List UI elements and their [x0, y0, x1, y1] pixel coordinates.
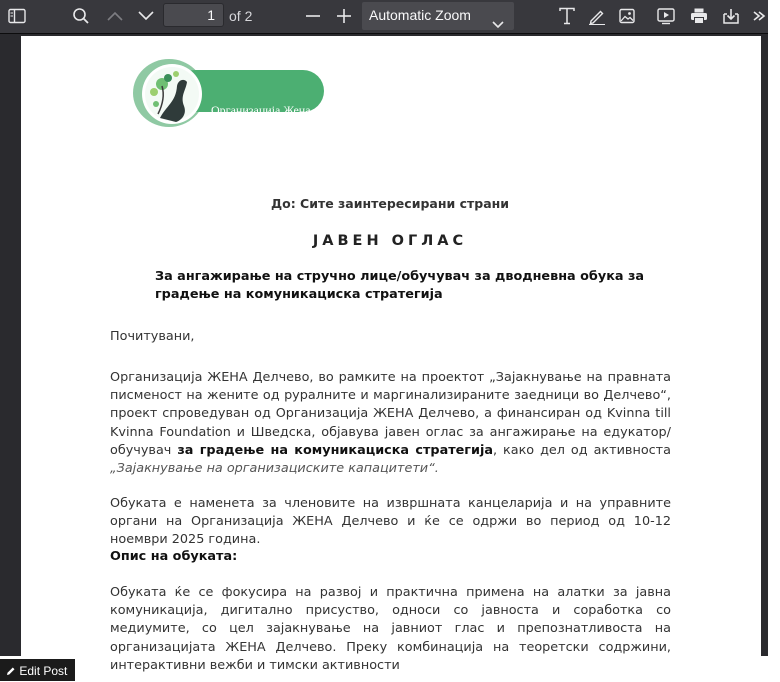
image-icon[interactable]: [614, 4, 640, 28]
page-count: of 2: [229, 8, 253, 24]
text-tool-icon[interactable]: [554, 4, 580, 28]
sidebar-toggle-icon[interactable]: [4, 4, 30, 28]
chevron-up-icon[interactable]: [102, 4, 128, 28]
recipient-line: До: Сите заинтересирани страни: [270, 196, 510, 211]
pencil-icon: [6, 664, 19, 678]
pdf-toolbar: [0, 0, 768, 34]
presentation-icon[interactable]: [653, 4, 679, 28]
paragraph-description: Обуката ќе се фокусира на развој и практична примена на алатки за јавна комуникација, дигитално присуство, односи со јавноста и соработка со медиумите, со цел зајакнување на јавниот глас и препознатливоста на организацијата ЖЕНА Делчево. Преку комбинација на теоретски содржини, интерактивни вежби и тимски активности: [110, 585, 671, 673]
document-subject: За ангажирање на стручно лице/обучувач за дводневна обука за градење на комуникациска стратегија: [155, 269, 645, 302]
greeting: Почитувани,: [110, 329, 195, 344]
paragraph-bold: за градење на комуникациска стратегија: [177, 442, 493, 458]
chevron-down-icon[interactable]: [133, 4, 159, 28]
pdf-page: [21, 36, 761, 676]
print-icon[interactable]: [686, 4, 712, 28]
more-icon[interactable]: [750, 4, 768, 28]
search-icon[interactable]: [68, 4, 94, 28]
zoom-in-icon[interactable]: [331, 4, 357, 28]
logo-text: Организација Жена: [211, 103, 311, 117]
paragraph-audience: Обуката е наменета за членовите на извршната канцеларија и на управните органи на Организација ЖЕНА Делчево и ќе се одржи во период од 10-12 ноември 2025 година.: [110, 496, 671, 548]
section-title: Опис на обуката:: [110, 549, 238, 564]
logo-text: Делчево: [235, 121, 278, 135]
paragraph-text: Организација ЖЕНА Делчево, во рамките на проектот „Зајакнување на правната писменост на жените од руралните и маргинализираните заедници во Делчево“, проект спроведуван од Организација ЖЕНА Делчево, а финансиран од Kvinna till Kvinna Foundation и Шведска, објавува јавен оглас за ангажирање на едукатор/обучувач: [110, 370, 671, 458]
download-icon[interactable]: [718, 4, 744, 28]
logo-graphic: [132, 56, 324, 130]
zoom-select[interactable]: [362, 2, 514, 30]
zoom-label: Automatic Zoom: [369, 7, 471, 23]
edit-post-label: Edit Post: [19, 663, 68, 678]
page-number-input[interactable]: 1: [163, 3, 224, 27]
document-heading: ЈАВЕН ОГЛАС: [312, 233, 468, 249]
zoom-out-icon[interactable]: [300, 4, 326, 28]
draw-icon[interactable]: [584, 4, 610, 28]
paragraph-italic: „Зајакнување на организациските капацитети“.: [110, 461, 439, 477]
paragraph-intro: [110, 369, 671, 478]
edit-post-button[interactable]: [0, 659, 75, 681]
paragraph-text: , како дел од активноста: [492, 442, 671, 458]
